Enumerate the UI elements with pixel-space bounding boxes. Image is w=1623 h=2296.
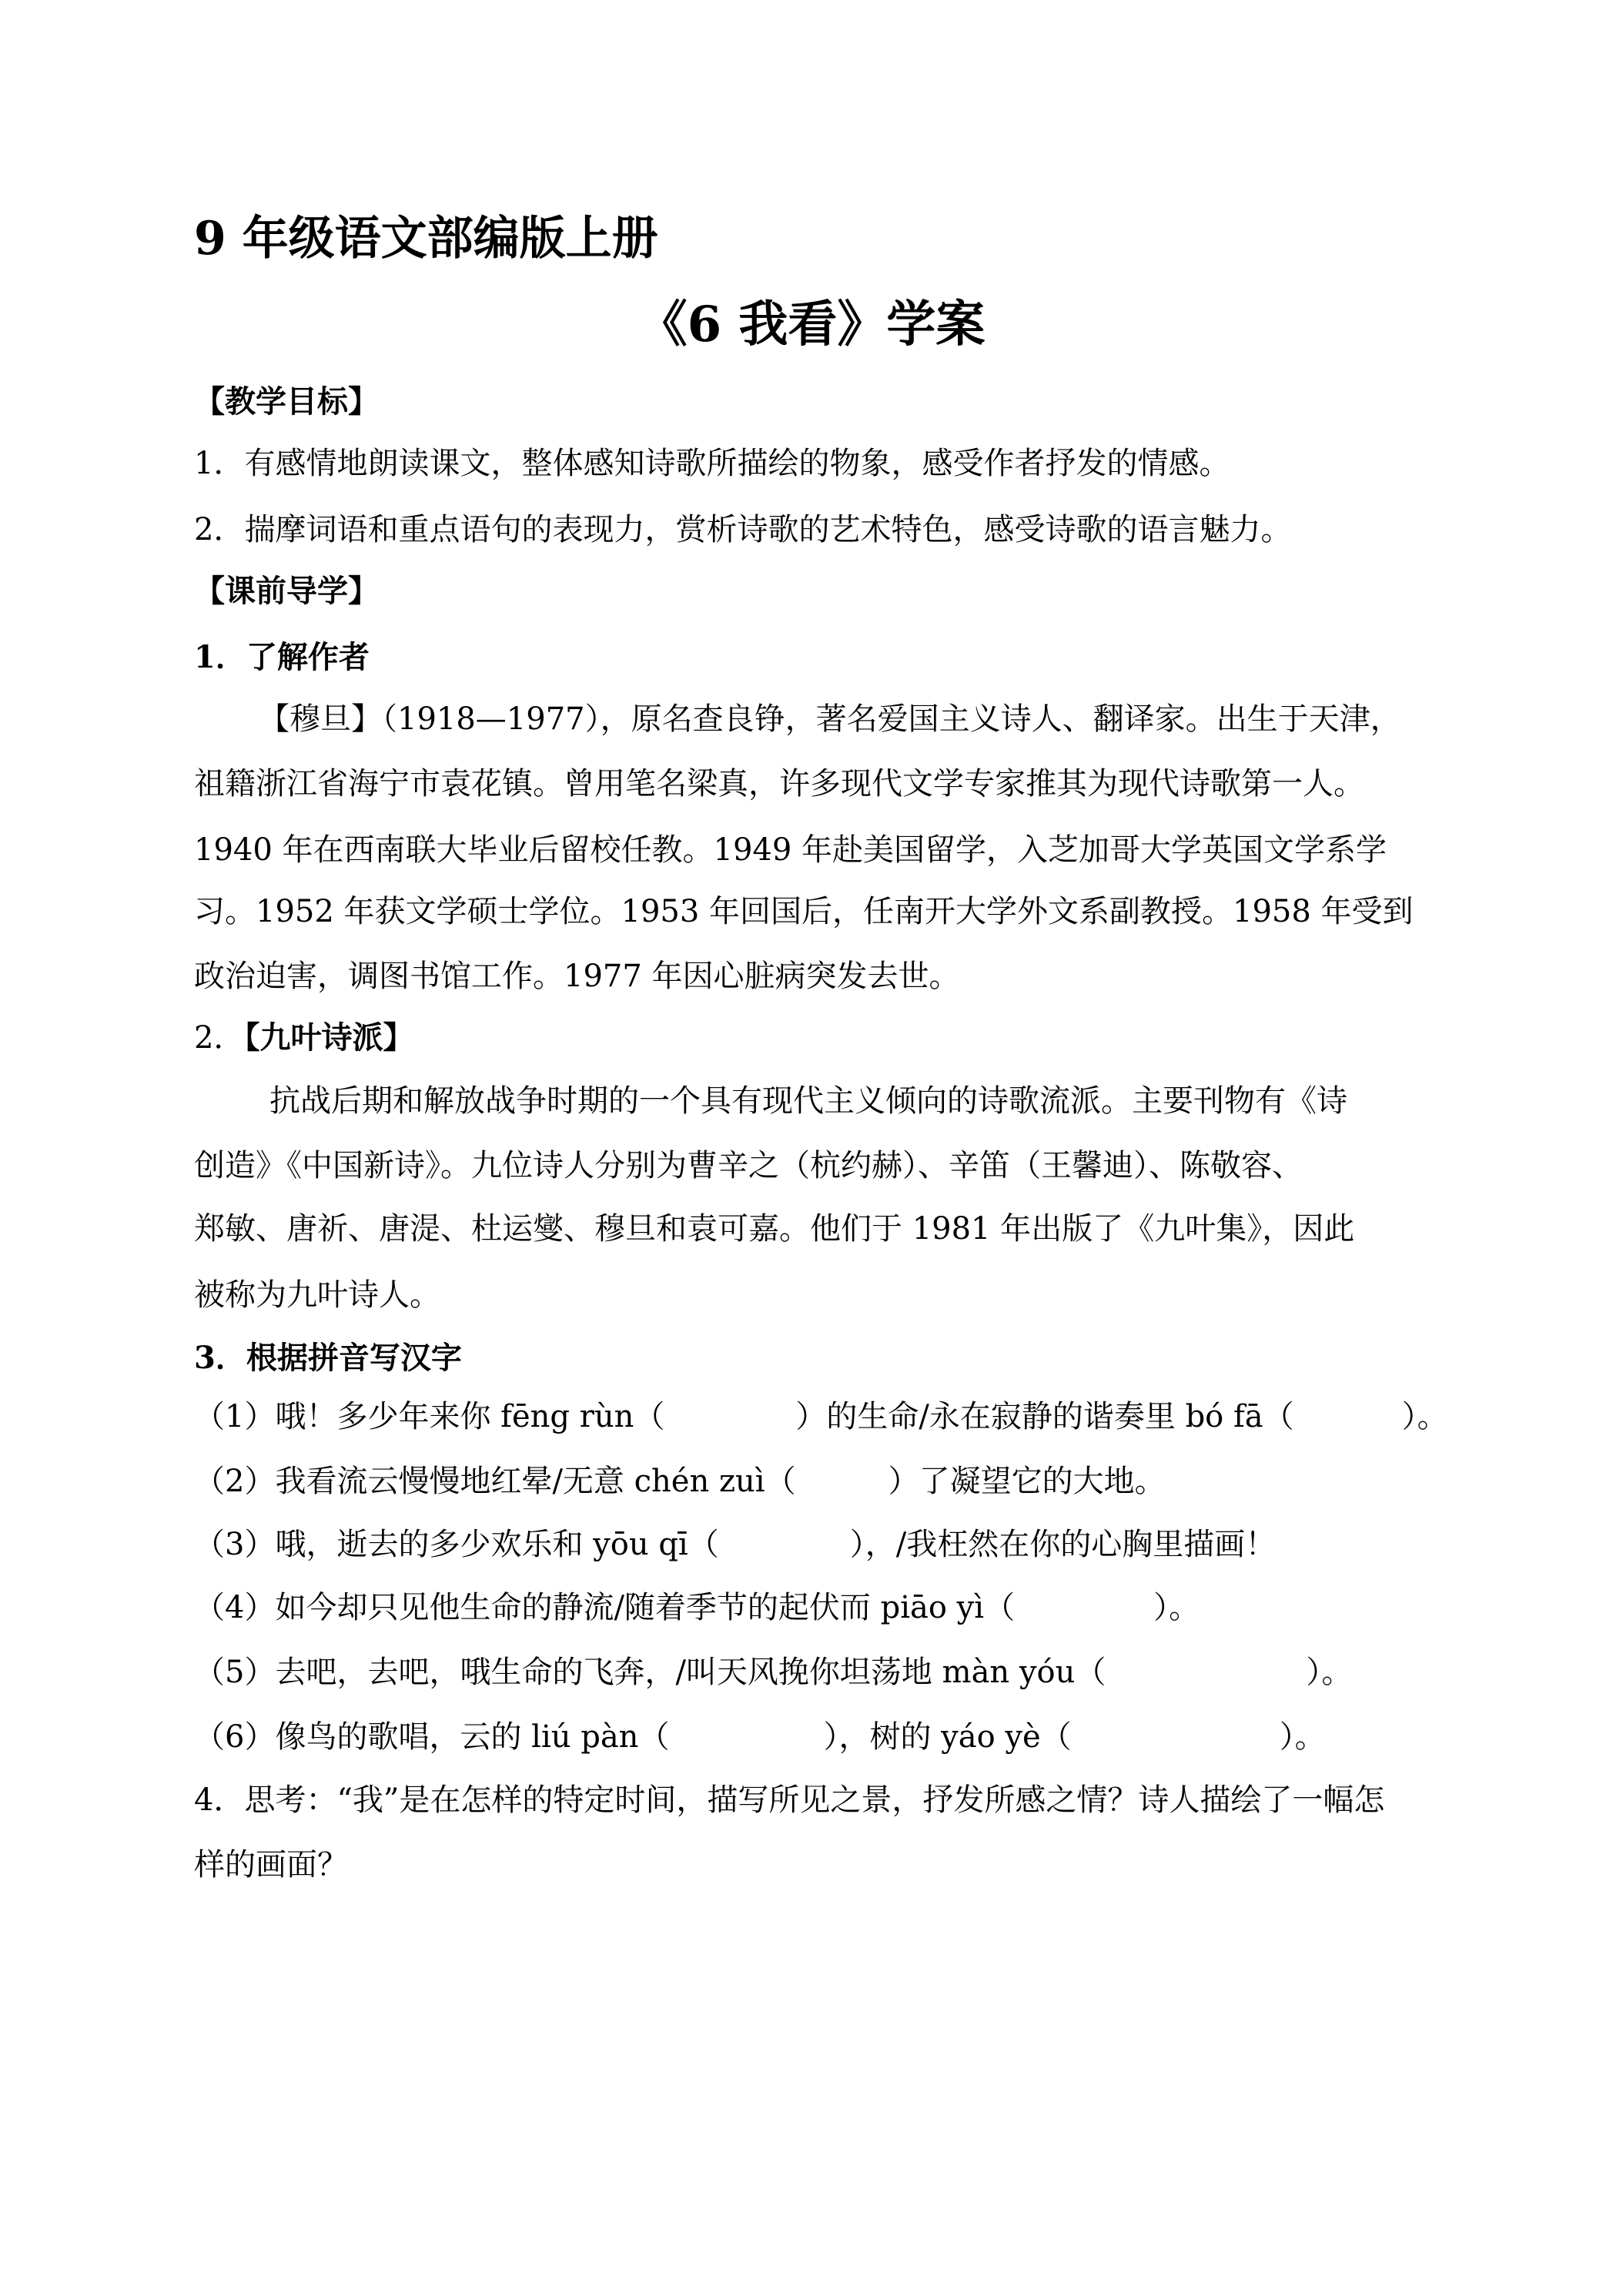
heading-pinyin-exercise: 3．根据拼音写汉字 (194, 1340, 462, 1376)
author-paragraph-line: 【穆旦】（1918—1977），原名查良铮，著名爱国主义诗人、翻译家。出生于天津， (259, 701, 1401, 737)
heading-nine-leaves (194, 1016, 413, 1059)
exercise-text: ）。 (1279, 1719, 1326, 1755)
goal-1: 1．有感情地朗读课文，整体感知诗歌所描绘的物象，感受作者抒发的情感。 (194, 446, 1230, 481)
nine-leaves-paragraph-line: 被称为九叶诗人。 (194, 1277, 440, 1313)
exercise-text: ），/我枉然在你的心胸里描画！ (849, 1527, 1277, 1562)
exercise-text: （5）去吧，去吧，哦生命的飞奔，/叫天风挽你坦荡地 màn yóu（ (194, 1655, 1106, 1690)
doc-title: 9 年级语文部编版上册 (194, 212, 658, 266)
doc-subtitle: 《6 我看》学案 (637, 296, 986, 353)
author-paragraph-line: 政治迫害，调图书馆工作。1977 年因心脏病突发去世。 (194, 959, 960, 994)
author-paragraph-line: 祖籍浙江省海宁市袁花镇。曾用笔名梁真，许多现代文学专家推其为现代诗歌第一人。 (194, 766, 1364, 802)
exercise-item-3 (194, 1523, 1276, 1566)
question-4-line: 样的画面？ (194, 1847, 348, 1883)
nine-leaves-paragraph-line: 郑敏、唐祈、唐湜、杜运燮、穆旦和袁可嘉。他们于 1981 年出版了《九叶集》，因此 (194, 1211, 1355, 1247)
nine-leaves-paragraph-line: 抗战后期和解放战争时期的一个具有现代主义倾向的诗歌流派。主要刊物有《诗 (269, 1083, 1347, 1119)
question-4-line: 4．思考：“我”是在怎样的特定时间，描写所见之景，抒发所感之情？诗人描绘了一幅怎 (194, 1782, 1385, 1818)
exercise-text: （4）如今却只见他生命的静流/随着季节的起伏而 piāo yì（ (194, 1590, 1016, 1625)
exercise-item-6 (194, 1715, 1326, 1759)
exercise-text: ）。 (1401, 1399, 1448, 1434)
goal-2: 2．揣摩词语和重点语句的表现力，赏析诗歌的艺术特色，感受诗歌的语言魅力。 (194, 512, 1292, 547)
nine-leaves-paragraph-line: 创造》《中国新诗》。九位诗人分别为曹辛之（杭约赫）、辛笛（王馨迪）、陈敬容、 (194, 1148, 1303, 1183)
heading-number: 2． (194, 1020, 245, 1056)
exercise-text: （6）像鸟的歌唱，云的 liú pàn（ (194, 1719, 670, 1755)
exercise-item-2 (194, 1460, 1166, 1503)
exercise-text: ）。 (1306, 1655, 1353, 1690)
author-paragraph-line: 1940 年在西南联大毕业后留校任教。1949 年赴美国留学，入芝加哥大学英国文学系学 (194, 832, 1387, 868)
section-goals-heading: 【教学目标】 (194, 383, 379, 420)
exercise-item-1 (194, 1395, 1448, 1438)
exercise-text: ）。 (1153, 1590, 1200, 1625)
exercise-text: （1）哦！多少年来你 fēng rùn（ (194, 1399, 665, 1434)
exercise-item-5 (194, 1651, 1352, 1694)
exercise-text: ），树的 yáo yè（ (823, 1719, 1072, 1755)
heading-author: 1．了解作者 (194, 639, 370, 675)
author-paragraph-line: 习。1952 年获文学硕士学位。1953 年回国后，任南开大学外文系副教授。1958 年受到 (194, 894, 1414, 929)
exercise-text: （2）我看流云慢慢地红晕/无意 chén zuì（ (194, 1464, 796, 1499)
exercise-text: ）的生命/永在寂静的谐奏里 bó fā（ (795, 1399, 1294, 1434)
exercise-item-4 (194, 1586, 1200, 1629)
exercise-text: （3）哦，逝去的多少欢乐和 yōu qī（ (194, 1527, 719, 1562)
exercise-text: ）了凝望它的大地。 (888, 1464, 1166, 1499)
section-preview-heading: 【课前导学】 (194, 573, 379, 609)
heading-label: 【九叶诗派】 (244, 1019, 414, 1056)
